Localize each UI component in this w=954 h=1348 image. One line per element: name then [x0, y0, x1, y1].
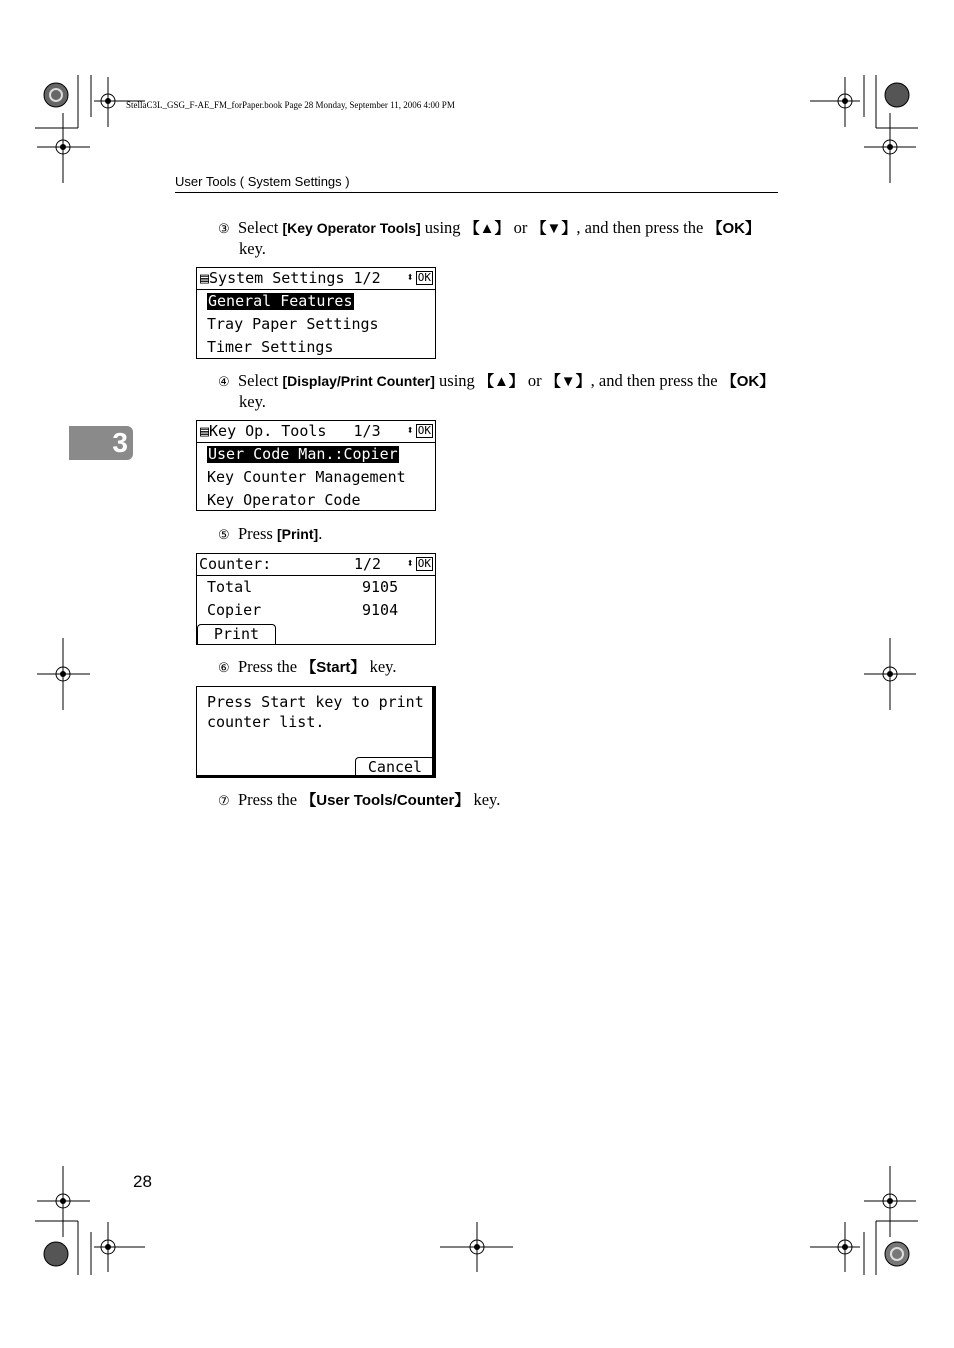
running-header: User Tools ( System Settings ): [175, 174, 350, 189]
lcd-title-bar: Counter: 1/2 ⬍ OK: [197, 554, 435, 576]
list-icon: ▤: [200, 269, 210, 287]
chapter-tab: 3: [69, 426, 133, 460]
menu-item-user-code-man[interactable]: User Code Man.:Copier: [208, 445, 398, 463]
counter-row-total: Total 9105: [207, 578, 399, 596]
step-3: ③ Select [Key Operator Tools] using 【▲】 or 【▼】, and then press the 【OK】 key.: [218, 218, 760, 258]
lcd-key-op-tools: [196, 420, 436, 511]
menu-item-timer-settings[interactable]: Timer Settings: [207, 338, 334, 356]
step-7: ⑦ Press the 【User Tools/Counter】 key.: [218, 790, 501, 809]
list-icon: ▤: [200, 422, 210, 440]
lcd-title-bar: ▤Key Op. Tools 1/3 ⬍ OK: [197, 421, 435, 443]
cancel-softkey[interactable]: Cancel: [355, 757, 435, 777]
up-down-arrow-icon: ⬍: [406, 423, 414, 437]
up-down-arrow-icon: ⬍: [406, 270, 414, 284]
lcd-counter: [196, 553, 436, 645]
menu-item-tray-paper-settings[interactable]: Tray Paper Settings: [207, 315, 379, 333]
ok-key[interactable]: OK: [417, 557, 431, 570]
step-4: ④ Select [Display/Print Counter] using 【▲】 or 【▼】, and then press the 【OK】 key.: [218, 371, 775, 411]
lcd-title-bar: ▤System Settings 1/2 ⬍ OK: [197, 268, 435, 290]
up-down-arrow-icon: ⬍: [406, 556, 414, 570]
ok-key[interactable]: OK: [417, 424, 431, 437]
menu-item-general-features[interactable]: General Features: [208, 292, 353, 310]
message-text: Press Start key to print counter list.: [207, 693, 424, 731]
lcd-print-message: [196, 686, 436, 778]
lcd-system-settings: [196, 267, 436, 359]
header-rule: [175, 192, 778, 193]
counter-row-copier: Copier 9104: [207, 601, 399, 619]
menu-item-key-operator-code[interactable]: Key Operator Code: [207, 491, 361, 509]
book-meta-line: StellaC3L_GSG_F-AE_FM_forPaper.book Page 28 Monday, September 11, 2006 4:00 PM: [126, 100, 455, 110]
menu-item-key-counter-management[interactable]: Key Counter Management: [207, 468, 406, 486]
print-softkey[interactable]: Print: [197, 624, 276, 644]
ok-key[interactable]: OK: [417, 271, 431, 284]
step-5: ⑤ Press [Print].: [218, 524, 323, 543]
step-6: ⑥ Press the 【Start】 key.: [218, 657, 397, 676]
page-number: 28: [133, 1172, 152, 1191]
